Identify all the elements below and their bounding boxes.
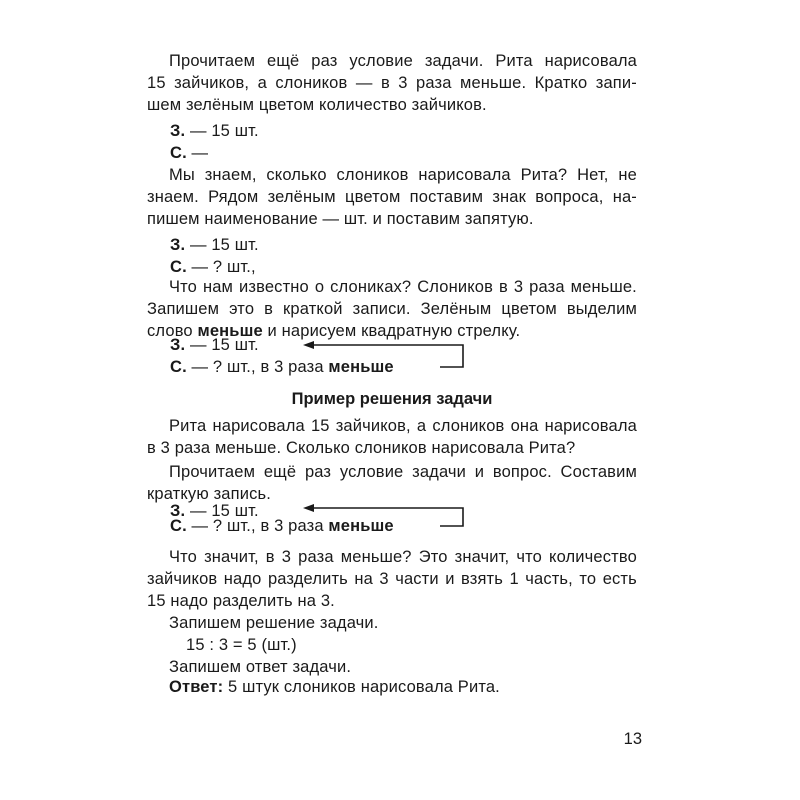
note2-s-label: С. [170,258,187,276]
para2-line-2: знаем. Рядом зелёным цветом поставим знак вопроса, на- [147,188,637,206]
intro-line-1: Прочитаем ещё раз условие задачи. Рита нарисовала [169,52,637,70]
page-number: 13 [623,730,642,748]
answer-text: 5 штук слоников нарисовала Рита. [228,678,500,696]
note2-z-label: З. [170,236,186,254]
note2-s-text: — ? шт., [191,258,256,276]
example-note-s-label: С. [170,517,187,535]
para3-line3-bold: меньше [197,322,263,340]
equation: 15 : 3 = 5 (шт.) [186,636,297,654]
explain-line-1: Что значит, в 3 раза меньше? Это значит, что количество [169,548,637,566]
note2-z-text: — 15 шт. [189,236,259,254]
note1-z-text: — 15 шт. [189,122,259,140]
para2-line-3: пишем наименование — шт. и поставим запятую. [147,210,534,228]
intro-line-2: 15 зайчиков, а слоников — в 3 раза меньше. Кратко запи- [147,74,637,92]
note3-z-label: З. [170,336,186,354]
intro-line-3: шем зелёным цветом количество зайчиков. [147,96,487,114]
explain-line-3: 15 надо разделить на 3. [147,592,335,610]
answer-bold: Ответ: [169,678,224,696]
note3-s-label: С. [170,358,187,376]
explain-line-2: зайчиков надо разделить на 3 части и взять 1 часть, то есть [147,570,637,588]
para3-line-1: Что нам известно о слониках? Слоников в 3 раза меньше. [169,278,637,296]
note1-z-label: З. [170,122,186,140]
read-line-1: Прочитаем ещё раз условие задачи и вопрос. Составим [169,463,637,481]
para3-line3-pre: слово [147,322,193,340]
note3-s-bold: меньше [328,358,394,376]
read-line-2: краткую запись. [147,485,271,503]
answer-line [147,676,500,698]
solution-label: Запишем решение задачи. [169,614,379,632]
para3-line3-post: и нарисуем квадратную стрелку. [267,322,521,340]
note3-z-text: — 15 шт. [189,336,259,354]
para3-line-2: Запишем это в краткой записи. Зелёным цветом выделим [147,300,637,318]
problem-line-1: Рита нарисовала 15 зайчиков, а слоников она нарисовала [169,417,637,435]
answer-label: Запишем ответ задачи. [169,658,352,676]
example-heading: Пример решения задачи [291,390,493,408]
note1-s-text: — [191,144,209,162]
para2-line-1: Мы знаем, сколько слоников нарисовала Рита? Нет, не [169,166,637,184]
note1-s-label: С. [170,144,187,162]
example-note-s-text: — ? шт., в 3 раза [191,517,324,535]
example-note-z-label: З. [170,502,186,520]
note3-s-text: — ? шт., в 3 раза [191,358,324,376]
example-note-z-text: — 15 шт. [189,502,259,520]
problem-line-2: в 3 раза меньше. Сколько слоников нарисовала Рита? [147,439,576,457]
example-note-s-bold: меньше [328,517,394,535]
